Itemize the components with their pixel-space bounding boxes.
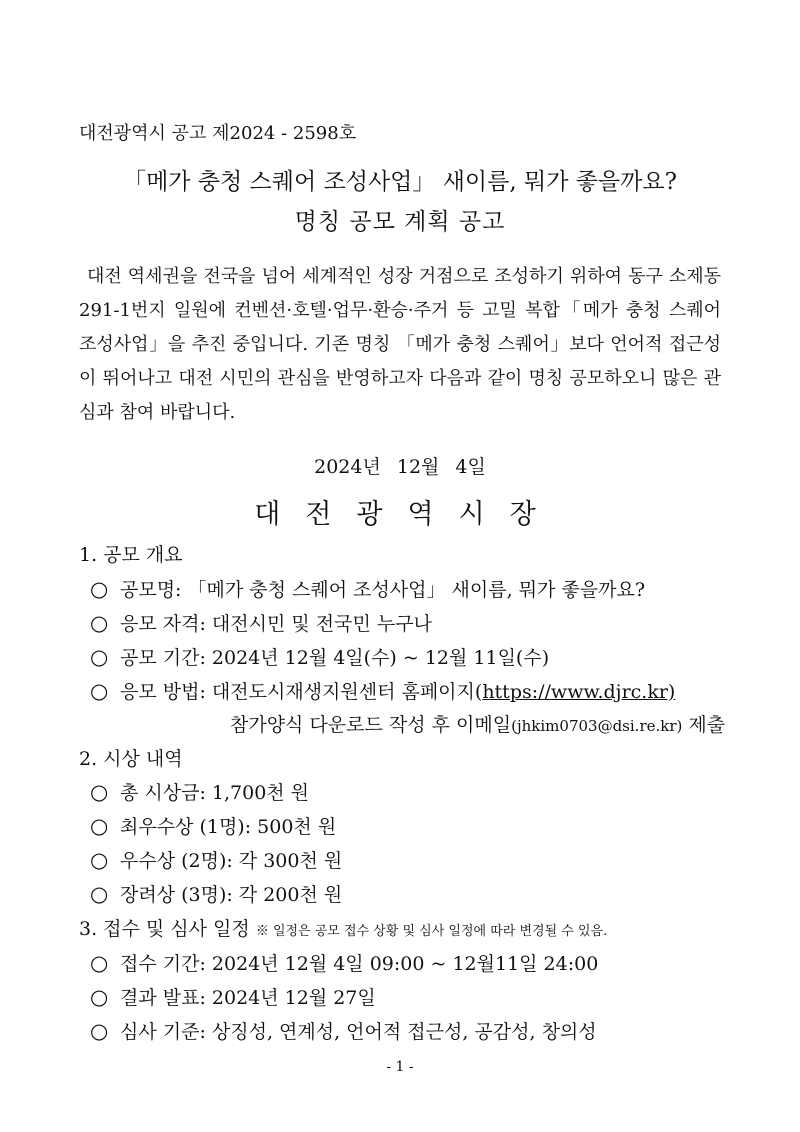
application-method: 응모 방법: 대전도시재생지원센터 홈페이지(	[120, 681, 483, 703]
notice-date: 2024년 12월 4일	[314, 456, 486, 478]
list-item	[90, 575, 645, 602]
list-item	[90, 609, 432, 636]
schedule-note: ※ 일정은 공모 접수 상황 및 심사 일정에 따라 변경될 수 있음.	[255, 924, 608, 939]
circle-bullet-icon: ○	[90, 951, 109, 975]
intro-paragraph: 대전 역세권을 전국을 넘어 세계적인 성장 거점으로 조성하기 위하여 동구 소제동 291-1번지 일원에 컨벤션·호텔·업무·환승·주거 등 고밀 복합「메가 충청 스퀘어 조성사업」을 추진 중입니다. 기존 명칭 「메가 충청 스퀘어」보다 언어적 접근성이 뛰어나고 대전 시민의 관심을 반영하고자 다음과 같이 명칭 공모하오니 많은 관심과 참여 바랍니다.	[79, 266, 721, 423]
circle-bullet-icon: ○	[90, 985, 109, 1009]
result-announcement: 결과 발표: 2024년 12월 27일	[120, 987, 376, 1009]
circle-bullet-icon: ○	[90, 848, 109, 872]
circle-bullet-icon: ○	[90, 679, 109, 703]
circle-bullet-icon: ○	[90, 814, 109, 838]
list-item	[90, 643, 549, 670]
excellence-prize: 우수상 (2명): 각 300천 원	[120, 850, 343, 872]
list-item	[90, 677, 675, 704]
homepage-link[interactable]: https://www.djrc.kr)	[482, 681, 676, 703]
circle-bullet-icon: ○	[90, 882, 109, 906]
total-prize: 총 시상금: 1,700천 원	[120, 782, 310, 804]
encouragement-prize: 장려상 (3명): 각 200천 원	[120, 884, 343, 906]
circle-bullet-icon: ○	[90, 611, 109, 635]
method-continued-text: 참가양식 다운로드 작성 후 이메일	[230, 714, 512, 736]
eligibility: 응모 자격: 대전시민 및 전국민 누구나	[120, 613, 432, 635]
list-item	[90, 880, 342, 907]
method-submit-text: 제출	[682, 714, 726, 736]
title-line-2: 명칭 공모 계획 공고	[294, 209, 506, 235]
list-item	[90, 949, 598, 976]
section-1-heading: 1. 공모 개요	[79, 544, 183, 566]
list-item	[90, 846, 342, 873]
contest-name: 공모명: 「메가 충청 스퀘어 조성사업」 새이름, 뭐가 좋을까요?	[120, 579, 646, 601]
list-item	[90, 983, 376, 1010]
issuer-name: 대전광역시장	[254, 499, 561, 530]
section-2-heading: 2. 시상 내역	[79, 748, 183, 770]
submission-period: 접수 기간: 2024년 12월 4일 09:00 ~ 12월11일 24:00	[120, 953, 599, 975]
title-line-1: 「메가 충청 스퀘어 조성사업」 새이름, 뭐가 좋을까요?	[123, 169, 677, 195]
contest-period: 공모 기간: 2024년 12월 4일(수) ~ 12월 11일(수)	[120, 647, 550, 669]
section-3-title: 3. 접수 및 심사 일정	[79, 918, 250, 940]
circle-bullet-icon: ○	[90, 780, 109, 804]
review-criteria: 심사 기준: 상징성, 연계성, 언어적 접근성, 공감성, 창의성	[120, 1021, 597, 1043]
grand-prize: 최우수상 (1명): 500천 원	[120, 816, 337, 838]
circle-bullet-icon: ○	[90, 645, 109, 669]
section-3-heading	[79, 914, 607, 941]
email-address[interactable]: (jhkim0703@dsi.re.kr)	[511, 717, 683, 735]
notice-number: 대전광역시 공고 제2024 - 2598호	[79, 123, 357, 144]
list-item	[90, 812, 336, 839]
list-item	[90, 778, 309, 805]
page-number: - 1 -	[386, 1059, 414, 1075]
circle-bullet-icon: ○	[90, 577, 109, 601]
application-method-continued	[230, 710, 725, 737]
list-item	[90, 1017, 597, 1044]
circle-bullet-icon: ○	[90, 1019, 109, 1043]
